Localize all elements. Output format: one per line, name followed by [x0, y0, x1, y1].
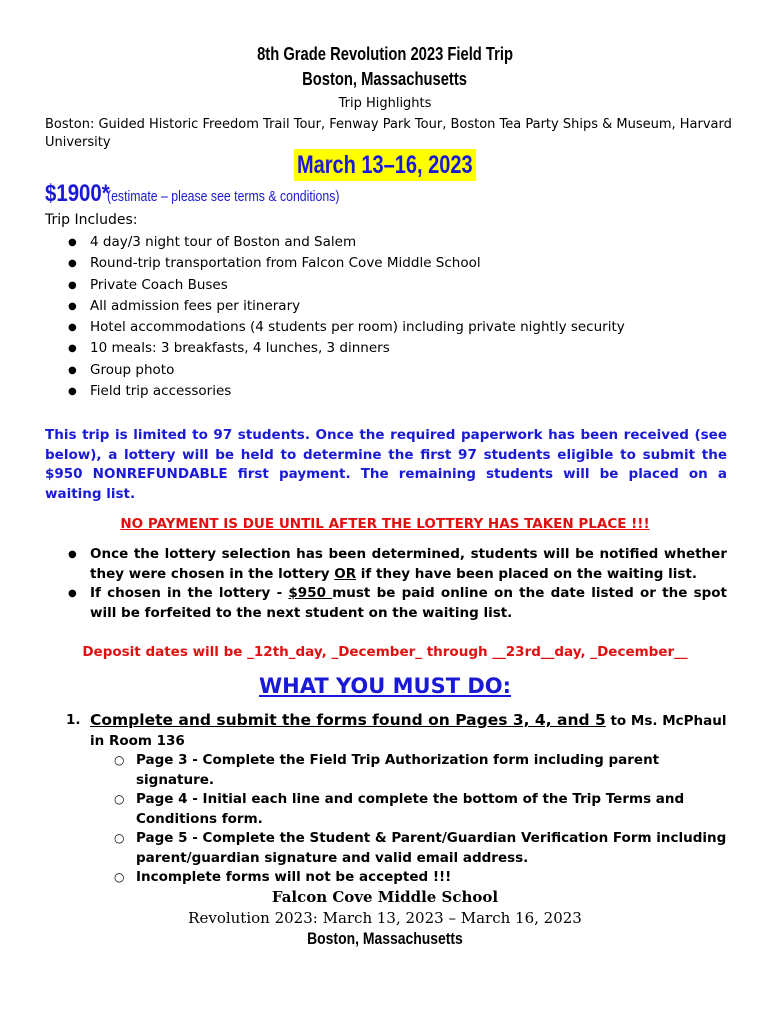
deposit-dates: Deposit dates will be _12th_day, _December_ through __23rd__day, _December__ — [82, 644, 688, 660]
list-item: ○ Incomplete forms will not be accepted !!! — [136, 868, 731, 888]
price-note: (estimate – please see terms & conditions) — [107, 188, 340, 205]
todo-rest: to Ms. McPhaul in Room 136 — [90, 713, 727, 749]
list-item: ○ Page 4 - Initial each line and complete the bottom of the Trip Terms and Conditions form. — [136, 790, 731, 829]
list-item: ● If chosen in the lottery - $950 must be paid online on the date listed or the spot will be forfeited to the next student on the waiting list. — [90, 584, 727, 623]
highlights-body: : Guided Historic Freedom Trail Tour, Fenway Park Tour, Boston Tea Party Ships & Museum, Harvard University — [45, 117, 732, 150]
list-item: ● Hotel accommodations (4 students per room) including private nightly security — [90, 317, 625, 338]
footer-location: Boston, Massachusetts — [307, 929, 463, 948]
footer-school: Falcon Cove Middle School — [271, 888, 499, 906]
list-item: ● All admission fees per itinerary — [90, 296, 625, 317]
list-item: ● Once the lottery selection has been determined, students will be notified whether they were chosen in the lottery OR if they have been placed on the waiting list. — [90, 545, 727, 584]
todo-list — [66, 711, 731, 888]
lottery-paragraph: This trip is limited to 97 students. Once the required paperwork has been received (see below), a lottery will be held to determine the first 97 students eligible to submit the $950 NONREFUNDABLE first payment. The remaining students will be placed on a waiting list. — [45, 427, 727, 502]
list-item: ● Field trip accessories — [90, 381, 625, 402]
or-emphasis: OR — [334, 565, 357, 582]
price-amount: $1900* — [45, 180, 110, 207]
list-item: ● Private Coach Buses — [90, 275, 625, 296]
todo-lead: Complete and submit the forms found on Pages 3, 4, and 5 — [90, 711, 606, 729]
document-title: 8th Grade Revolution 2023 Field Trip — [257, 44, 513, 64]
todo-item — [90, 711, 731, 888]
trip-price — [45, 180, 391, 208]
lottery-steps-list — [90, 545, 727, 623]
no-payment-notice: NO PAYMENT IS DUE UNTIL AFTER THE LOTTERY HAS TAKEN PLACE !!! — [120, 516, 650, 532]
trip-highlights-text — [45, 116, 735, 152]
list-item: ○ Page 3 - Complete the Field Trip Authorization form including parent signature. — [136, 751, 731, 790]
list-item: ● Group photo — [90, 360, 625, 381]
what-you-must-do-heading: WHAT YOU MUST DO: — [258, 674, 512, 698]
trip-dates: March 13–16, 2023 — [0, 149, 770, 181]
trip-includes-heading: Trip Includes: — [45, 212, 138, 228]
trip-includes-list — [45, 232, 625, 402]
list-item: ● Round-trip transportation from Falcon Cove Middle School — [90, 253, 625, 274]
trip-highlights-heading: Trip Highlights — [338, 96, 432, 111]
todo-number: 1. — [66, 712, 81, 728]
footer-event: Revolution 2023: March 13, 2023 – March 16, 2023 — [188, 909, 582, 927]
list-item: ○ Page 5 - Complete the Student & Parent/Guardian Verification Form including parent/guardian signature and valid email address. — [136, 829, 731, 868]
list-item: ● 4 day/3 night tour of Boston and Salem — [90, 232, 625, 253]
todo-sub-list — [90, 751, 731, 888]
list-item: ● 10 meals: 3 breakfasts, 4 lunches, 3 dinners — [90, 338, 625, 359]
document-subtitle-location: Boston, Massachusetts — [302, 69, 468, 89]
payment-amount: $950 — [288, 585, 333, 601]
highlights-label: Boston — [45, 117, 90, 132]
